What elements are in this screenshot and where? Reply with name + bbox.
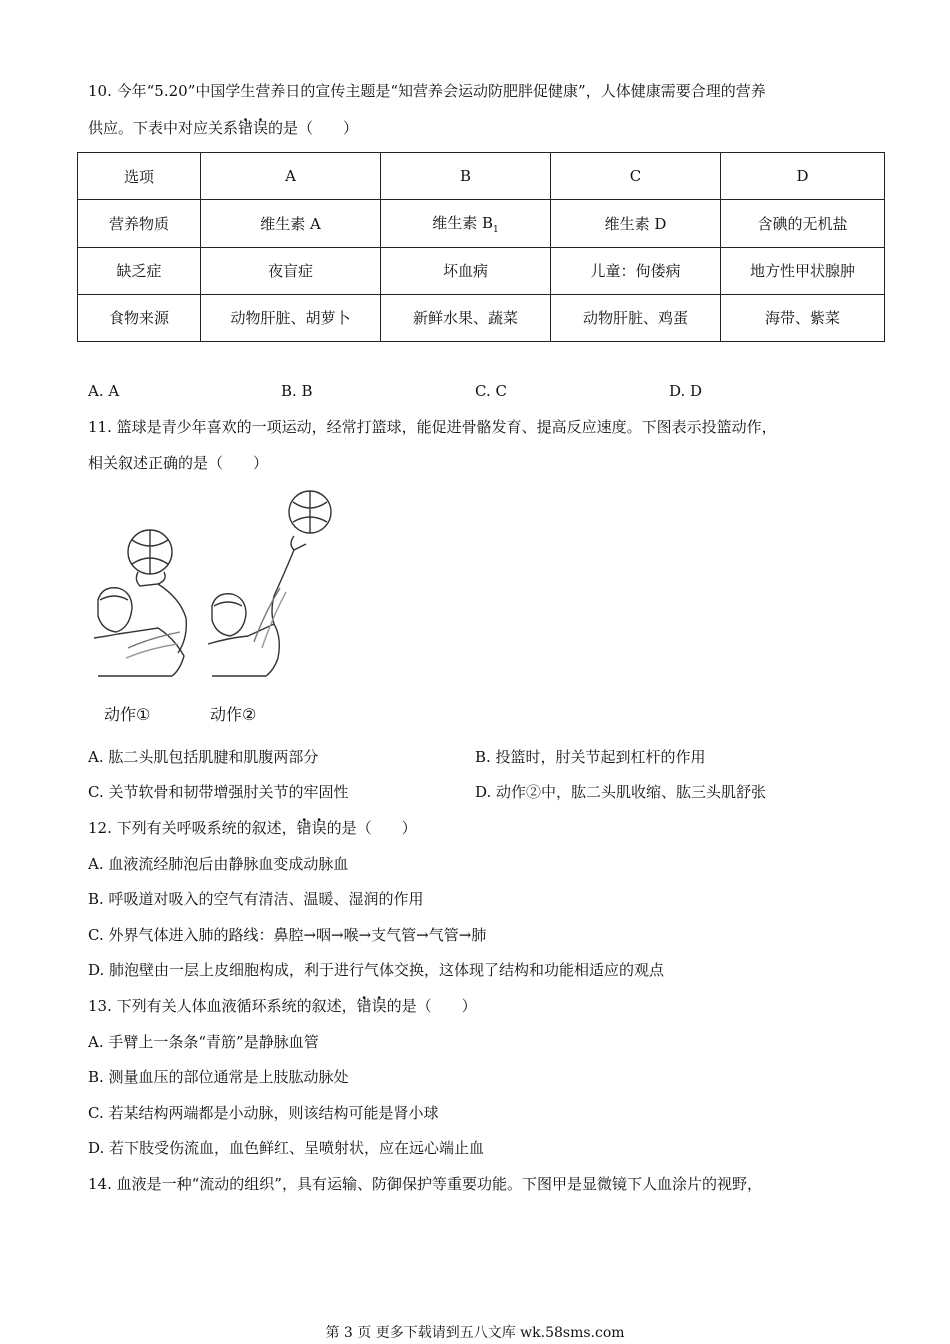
q11-option-c[interactable]: C. 关节软骨和韧带增强肘关节的牢固性 — [88, 783, 349, 801]
table-row — [78, 294, 885, 341]
figure-label-action-1: 动作① — [104, 705, 151, 724]
table-cell: 新鲜水果、蔬菜 — [381, 294, 551, 341]
emphasis-mark: 误 — [371, 997, 387, 1015]
table-header-cell: B — [381, 153, 551, 200]
table-header-cell: D — [721, 153, 885, 200]
emphasis-mark: 错 — [356, 997, 372, 1015]
emphasis-mark: 误 — [253, 119, 269, 137]
table-header-cell: C — [551, 153, 721, 200]
q11-stem-line1: 11. 篮球是青少年喜欢的一项运动，经常打篮球，能促进骨骼发育、提高反应速度。下图表示投篮动作， — [88, 418, 777, 436]
table-cell: 食物来源 — [78, 294, 201, 341]
table-cell: 坏血病 — [381, 247, 551, 294]
table-cell: 动物肝脏、鸡蛋 — [551, 294, 721, 341]
q12-option-a[interactable]: A. 血液流经肺泡后由静脉血变成动脉血 — [88, 855, 349, 873]
table-cell: 动物肝脏、胡萝卜 — [201, 294, 381, 341]
q10-option-c[interactable]: C. C — [475, 382, 507, 400]
emphasis-mark: 错 — [296, 819, 312, 837]
table-cell: 夜盲症 — [201, 247, 381, 294]
table-cell: 含碘的无机盐 — [721, 200, 885, 247]
q10-stem-text: 供应。下表中对应关系 — [88, 119, 239, 137]
page-footer: 第 3 页 更多下载请到五八文库 wk.58sms.com — [325, 1325, 625, 1341]
table-cell: 儿童：佝偻病 — [551, 247, 721, 294]
q12-option-b[interactable]: B. 呼吸道对吸入的空气有清洁、温暖、湿润的作用 — [88, 890, 424, 908]
q12-stem — [88, 817, 417, 839]
table-cell-text: 维生素 B — [432, 213, 494, 232]
figure-label-action-2: 动作② — [210, 705, 257, 724]
q11-stem-line2: 相关叙述正确的是（ ） — [88, 454, 269, 472]
q10-stem-line2 — [88, 117, 358, 139]
nutrition-table — [77, 152, 885, 342]
table-cell: 维生素 D — [551, 200, 721, 247]
q10-stem-text: 的是（ ） — [268, 119, 359, 137]
q13-option-b[interactable]: B. 测量血压的部位通常是上肢肱动脉处 — [88, 1068, 349, 1086]
q11-option-a[interactable]: A. 肱二头肌包括肌腱和肌腹两部分 — [88, 748, 319, 766]
table-cell — [381, 200, 551, 247]
table-header-cell: A — [201, 153, 381, 200]
table-header-row — [78, 153, 885, 200]
table-cell: 维生素 A — [201, 200, 381, 247]
q11-option-b[interactable]: B. 投篮时，肘关节起到杠杆的作用 — [475, 748, 706, 766]
table-cell: 营养物质 — [78, 200, 201, 247]
shooting-illustration — [88, 488, 358, 728]
q12-stem-text: 12. 下列有关呼吸系统的叙述， — [88, 819, 297, 837]
q10-stem-line1: 10. 今年“5.20”中国学生营养日的宣传主题是“知营养会运动防肥胖促健康”，人体健康需要合理的营养 — [88, 82, 766, 100]
q13-stem-text: 的是（ ） — [386, 997, 477, 1015]
q12-option-c[interactable]: C. 外界气体进入肺的路线：鼻腔→咽→喉→支气管→气管→肺 — [88, 926, 487, 944]
q13-stem — [88, 995, 477, 1017]
emphasis-mark: 错 — [238, 119, 254, 137]
q12-option-d[interactable]: D. 肺泡壁由一层上皮细胞构成，利于进行气体交换，这体现了结构和功能相适应的观点 — [88, 961, 665, 979]
q13-option-a[interactable]: A. 手臂上一条条“青筋”是静脉血管 — [88, 1033, 319, 1051]
q13-option-c[interactable]: C. 若某结构两端都是小动脉，则该结构可能是肾小球 — [88, 1104, 439, 1122]
table-header-cell: 选项 — [78, 153, 201, 200]
table-cell: 海带、紫菜 — [721, 294, 885, 341]
table-cell: 缺乏症 — [78, 247, 201, 294]
q10-option-b[interactable]: B. B — [281, 382, 313, 400]
subscript: 1 — [493, 224, 499, 235]
emphasis-mark: 误 — [311, 819, 327, 837]
table-row — [78, 247, 885, 294]
basketball-shooting-figure — [88, 488, 358, 728]
player-head — [212, 594, 246, 636]
player-head — [98, 588, 132, 632]
q14-stem-line1: 14. 血液是一种“流动的组织”，具有运输、防御保护等重要功能。下图甲是显微镜下人血涂片的视野， — [88, 1175, 762, 1193]
q12-stem-text: 的是（ ） — [326, 819, 417, 837]
table-cell: 地方性甲状腺肿 — [721, 247, 885, 294]
table-row — [78, 200, 885, 247]
q10-option-d[interactable]: D. D — [669, 382, 703, 400]
q13-option-d[interactable]: D. 若下肢受伤流血，血色鲜红、呈喷射状，应在远心端止血 — [88, 1139, 485, 1157]
q13-stem-text: 13. 下列有关人体血液循环系统的叙述， — [88, 997, 357, 1015]
q10-option-a[interactable]: A. A — [88, 382, 120, 400]
q11-option-d[interactable]: D. 动作②中，肱二头肌收缩、肱三头肌舒张 — [475, 783, 767, 801]
